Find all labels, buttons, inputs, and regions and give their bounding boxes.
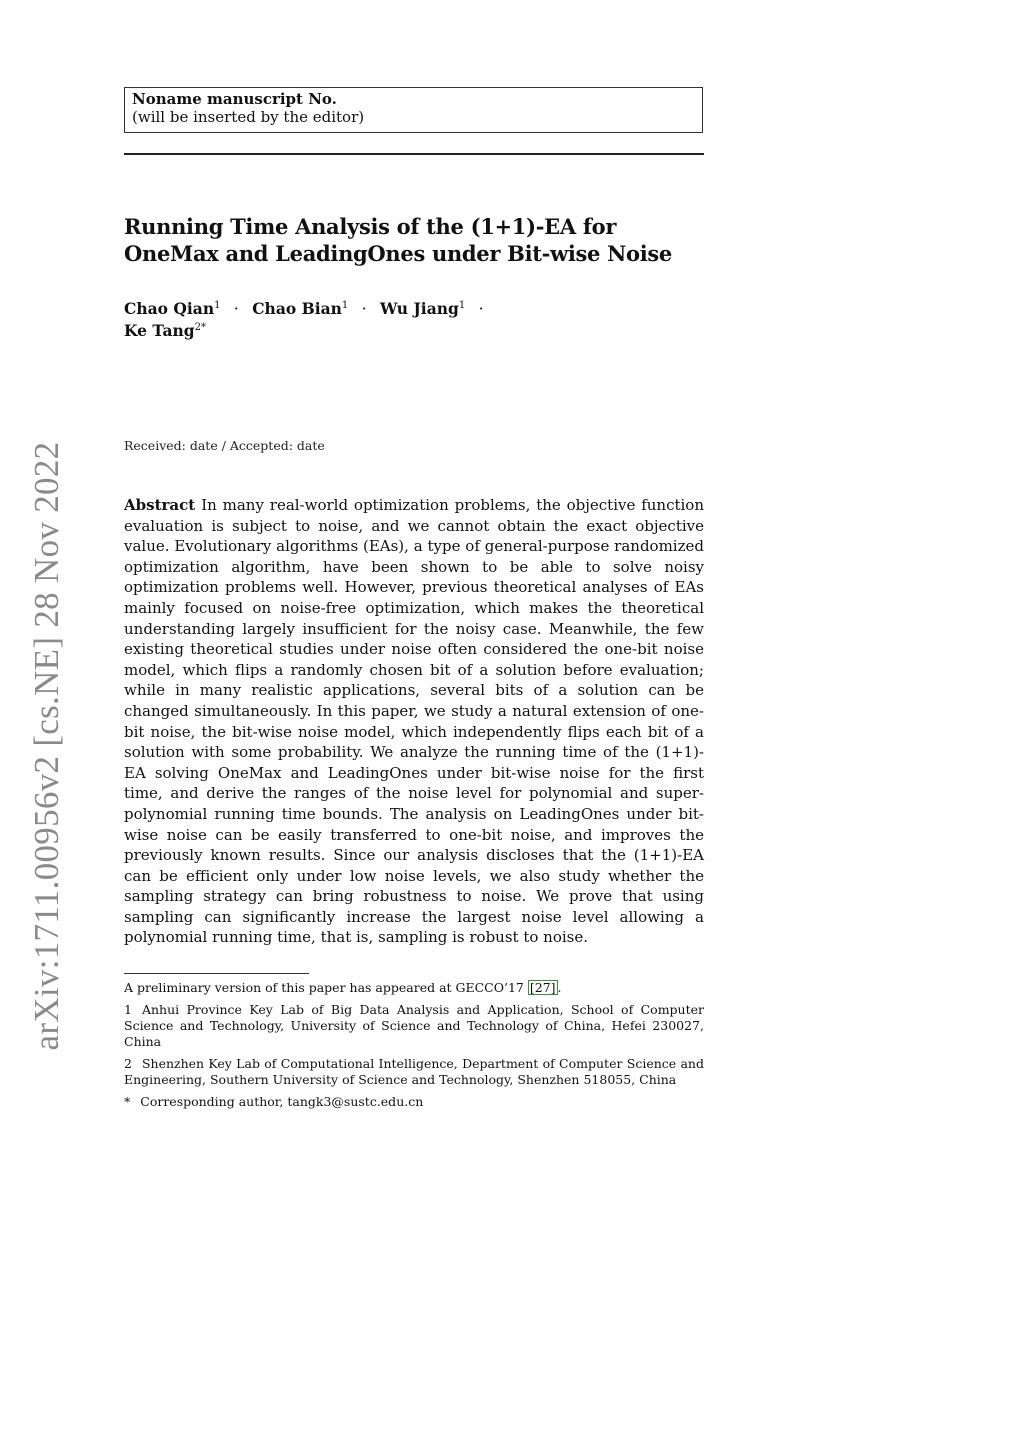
arxiv-stamp-container bbox=[22, 440, 72, 1052]
author-affiliation-mark: 1 bbox=[214, 300, 221, 311]
header-rule bbox=[124, 153, 704, 155]
citation-link[interactable]: [27] bbox=[529, 980, 556, 995]
author-affiliation-mark: 2* bbox=[194, 322, 206, 333]
abstract bbox=[124, 495, 704, 948]
manuscript-box bbox=[124, 87, 703, 133]
footnote-rule bbox=[124, 973, 309, 974]
author-separator: · bbox=[361, 300, 367, 318]
author-name: Ke Tang bbox=[124, 321, 195, 340]
author-name: Chao Bian bbox=[252, 299, 342, 318]
footnote-preliminary-text: A preliminary version of this paper has appeared at GECCO’17 bbox=[124, 980, 528, 995]
paper-title: Running Time Analysis of the (1+1)-EA for OneMax and LeadingOnes under Bit-wise Noise bbox=[124, 214, 672, 266]
footnote-corresponding-author bbox=[124, 1094, 704, 1110]
footnote-text: Corresponding author, tangk3@sustc.edu.cn bbox=[140, 1094, 424, 1109]
received-accepted-date: Received: date / Accepted: date bbox=[124, 438, 325, 453]
footnote-text: Anhui Province Key Lab of Big Data Analysis and Application, School of Computer Science and Technology, University of Science and Technology of China, Hefei 230027, China bbox=[124, 1002, 704, 1049]
footnote-text: Shenzhen Key Lab of Computational Intelligence, Department of Computer Science and Engineering, Southern University of Science and Technology, Shenzhen 518055, China bbox=[124, 1056, 704, 1087]
footnote-affiliation-2 bbox=[124, 1056, 704, 1088]
author-affiliation-mark: 1 bbox=[341, 300, 349, 311]
footnote-affiliation-1 bbox=[124, 1002, 704, 1050]
author-name: Wu Jiang bbox=[380, 299, 459, 318]
manuscript-number-label: Noname manuscript No. bbox=[132, 90, 337, 108]
author-list bbox=[124, 298, 504, 342]
author-name: Chao Qian bbox=[124, 299, 215, 318]
arxiv-stamp: arXiv:1711.00956v2 [cs.NE] 28 Nov 2022 bbox=[27, 441, 66, 1051]
footnote-preliminary bbox=[124, 980, 704, 996]
author-separator: · bbox=[233, 300, 239, 318]
author-separator: · bbox=[478, 300, 484, 318]
footnotes bbox=[124, 980, 704, 1116]
abstract-text: In many real-world optimization problems, the objective function evaluation is subject to noise, and we cannot obtain the exact objective value. Evolutionary algorithms (EAs), a type of general-purpose randomized optimization algorithm, have been shown to be able to solve noisy optimization problems well. However, previous theoretical analyses of EAs mainly focused on noise-free optimization, which makes the theoretical understanding largely insufficient for the noisy case. Meanwhile, the few existing theoretical studies under noise often considered the one-bit noise model, which flips a randomly chosen bit of a solution before evaluation; while in many realistic applications, several bits of a solution can be changed simultaneously. In this paper, we study a natural extension of one-bit noise, the bit-wise noise model, which independently flips each bit of a solution with some probability. We analyze the running time of the (1+1)-EA solving OneMax and LeadingOnes under bit-wise noise for the first time, and derive the ranges of the noise level for polynomial and super-polynomial running time bounds. The analysis on LeadingOnes under bit-wise noise can be easily transferred to one-bit noise, and improves the previously known results. Since our analysis discloses that the (1+1)-EA can be efficient only under low noise levels, we also study whether the sampling strategy can bring robustness to noise. We prove that using sampling can significantly increase the largest noise level allowing a polynomial running time, that is, sampling is robust to noise. bbox=[124, 496, 704, 947]
footnote-mark: * bbox=[124, 1094, 131, 1109]
abstract-label: Abstract bbox=[124, 496, 196, 514]
footnote-mark: 1 bbox=[124, 1002, 132, 1017]
footnote-preliminary-end: . bbox=[557, 980, 562, 995]
author-affiliation-mark: 1 bbox=[458, 300, 466, 311]
manuscript-editor-note: (will be inserted by the editor) bbox=[132, 108, 365, 126]
footnote-mark: 2 bbox=[124, 1056, 132, 1071]
